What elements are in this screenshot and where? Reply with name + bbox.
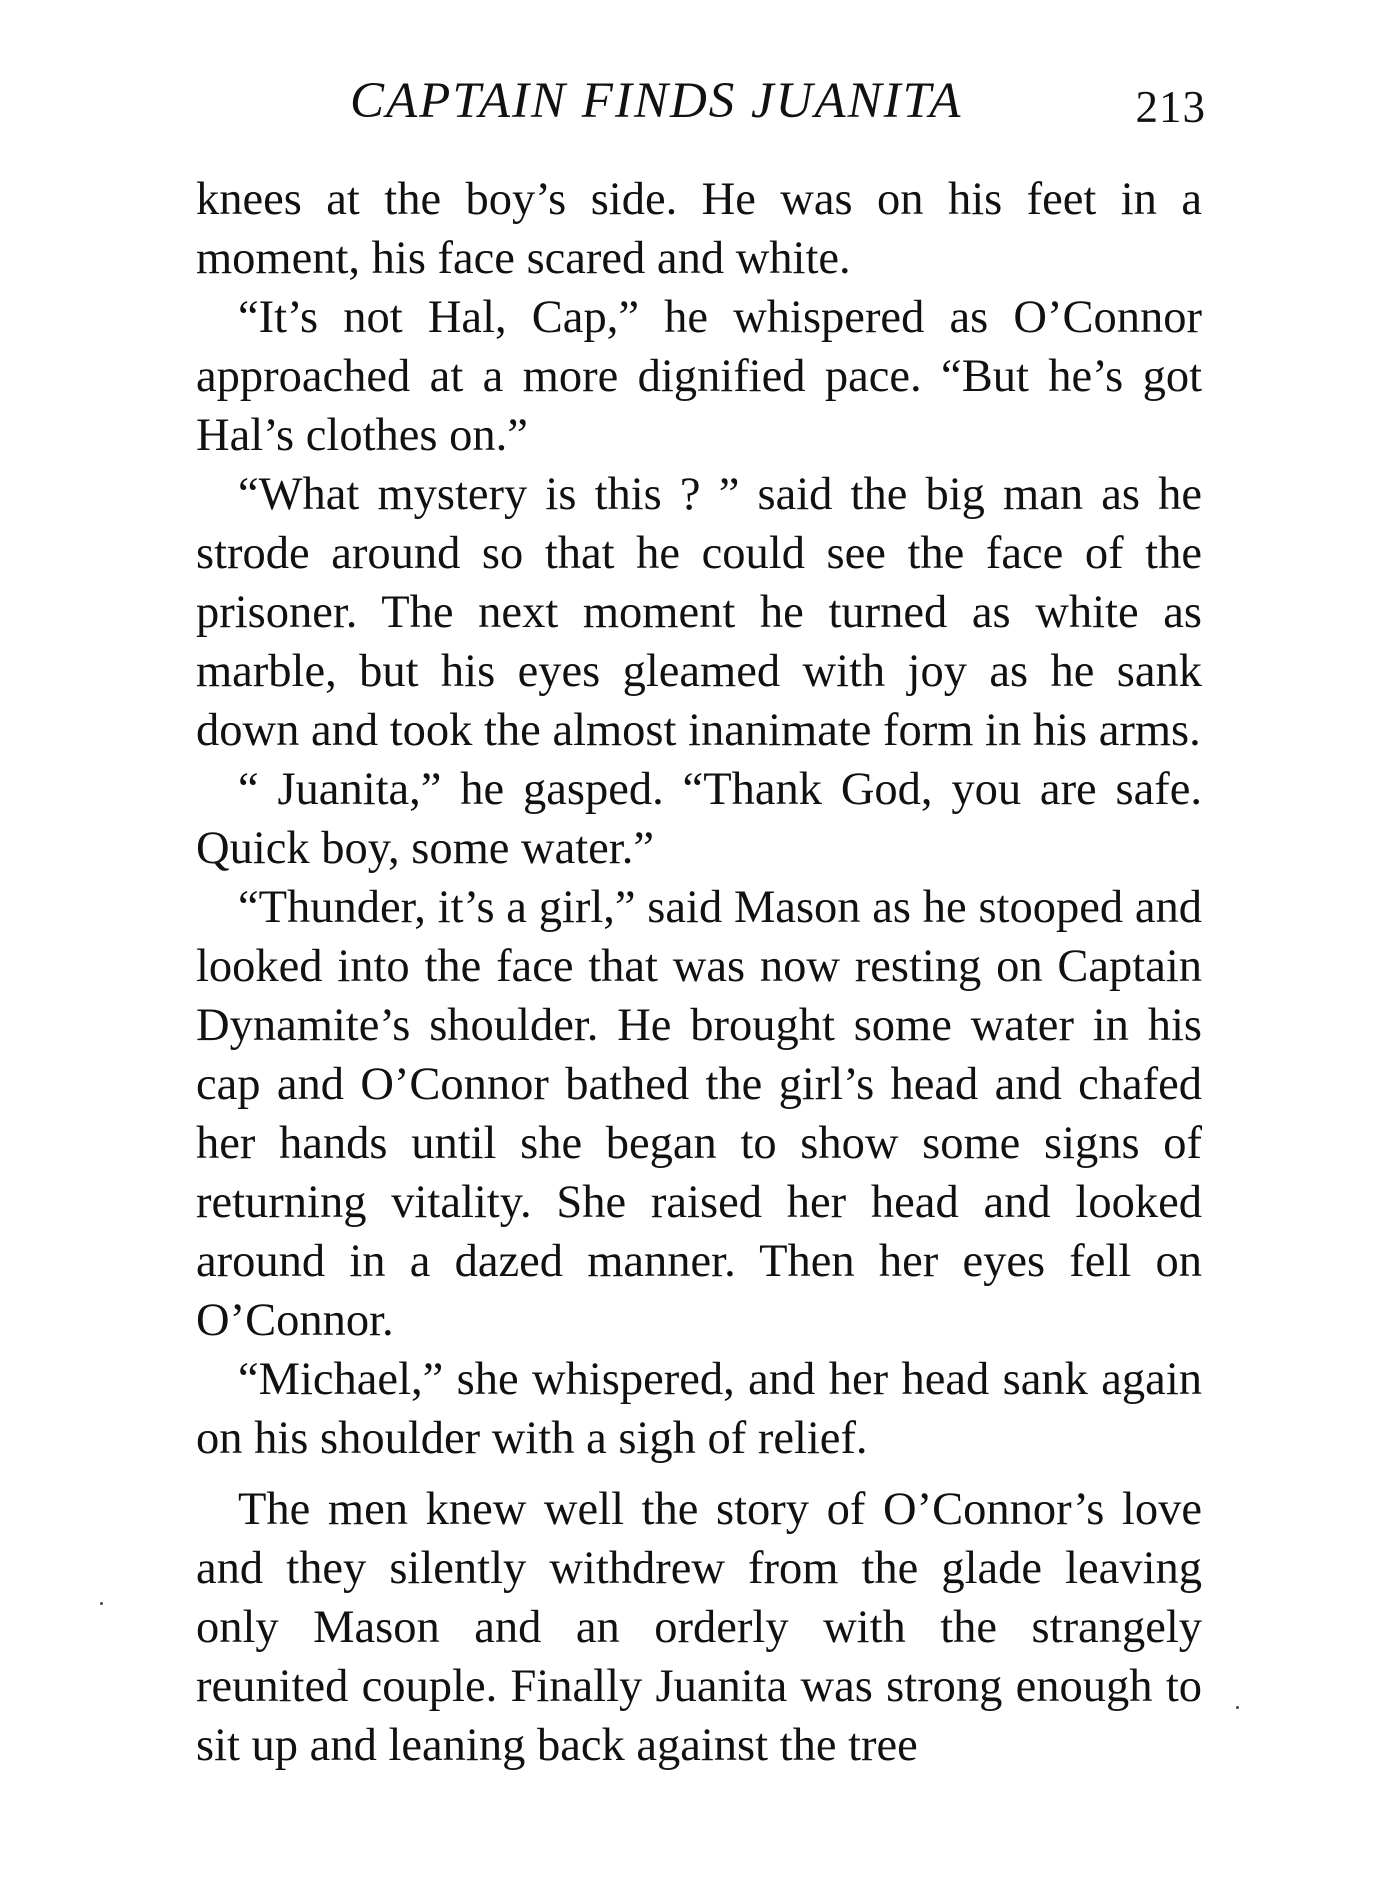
paragraph: “Thunder, it’s a girl,” said Mason as he stooped and looked into the face that was now resting on Captain Dynamite’s shoulder. He brought some water in his cap and O’Connor bathed the girl’s head and chafed her hands until she began to show some signs of returning vitality. She raised her head and looked around in a dazed manner. Then her eyes fell on O’Connor. <box>196 882 1202 1346</box>
paragraph: “ Juanita,” he gasped. “Thank God, you are safe. Quick boy, some water.” <box>196 764 1202 874</box>
paragraph: The men knew well the story of O’Connor’s love and they silently withdrew from the glade leaving only Mason and an orderly with the strangely reunited couple. Finally Juanita was strong enough to sit up and leaning back against the tree <box>196 1484 1202 1771</box>
paragraph: “What mystery is this ? ” said the big man as he strode around so that he could see the face of the prisoner. The next moment he turned as white as marble, but his eyes gleamed with joy as he sank down and took the almost inanimate form in his arms. <box>196 469 1202 756</box>
page-number: 213 <box>1135 82 1206 132</box>
running-title: CAPTAIN FINDS JUANITA <box>350 73 963 129</box>
scan-speck <box>100 1602 103 1605</box>
body-text <box>196 170 1202 1775</box>
paragraph: “It’s not Hal, Cap,” he whispered as O’Connor approached at a more dignified pace. “But he’s got Hal’s clothes on.” <box>196 292 1202 461</box>
paragraph: knees at the boy’s side. He was on his feet in a moment, his face scared and white. <box>196 174 1202 284</box>
running-head <box>196 66 1206 136</box>
paragraph: “Michael,” she whispered, and her head sank again on his shoulder with a sigh of relief. <box>196 1354 1202 1464</box>
scan-speck <box>1236 1706 1239 1709</box>
